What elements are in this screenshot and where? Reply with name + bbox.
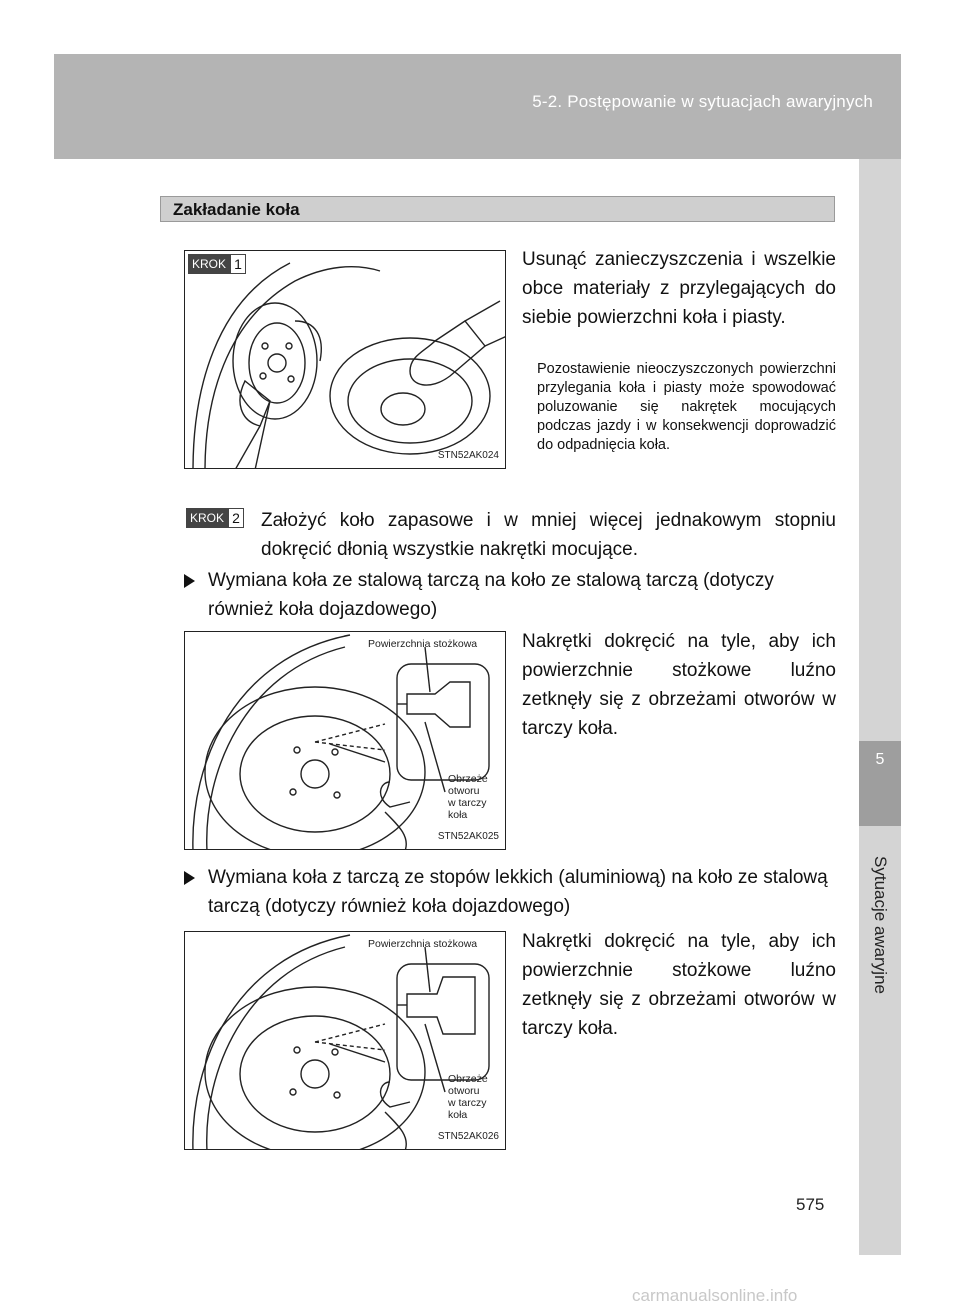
step2-text: Założyć koło zapasowe i w mniej więcej jednakowym stopniu dokręcić dłonią wszystkie nakrętki mocujące. xyxy=(261,510,836,560)
illustration-cleaning-wheel xyxy=(185,251,506,469)
figure-alloy-wheel xyxy=(184,931,506,1150)
chapter-number: 5 xyxy=(875,751,885,768)
label-rim-line: w tarczy xyxy=(448,1097,487,1109)
case-alloy-heading-text: Wymiana koła z tarczą ze stopów lekkich (aluminiową) na koło ze stalową tarczą (dotyczy również koła dojazdowego) xyxy=(208,867,828,917)
page-header xyxy=(54,54,901,159)
step1-note: Pozostawienie nieoczyszczonych powierzchni przylegania koła i piasty może spowodować poluzowanie się nakrętek mocujących podczas jazdy i w konsekwencji doprowadzić do odpadnięcia koła. xyxy=(537,361,836,453)
label-cone-surface: Powierzchnia stożkowa xyxy=(368,938,478,950)
section-title: Zakładanie koła xyxy=(173,200,300,219)
watermark: carmanualsonline.info xyxy=(632,1286,798,1305)
label-rim xyxy=(448,773,488,821)
bullet-arrow-icon xyxy=(184,871,195,885)
step2-badge-number: 2 xyxy=(228,508,244,528)
figure3-code: STN52AK026 xyxy=(437,1131,499,1142)
step2-badge-word: KROK xyxy=(186,508,228,528)
step1-badge-word: KROK xyxy=(188,254,230,274)
label-rim-line: Obrzeże xyxy=(448,1073,488,1085)
step1-text: Usunąć zanieczyszczenia i wszelkie obce materiały z przylegających do siebie powierzchni koła i piasty. xyxy=(522,249,836,328)
case-steel-heading xyxy=(208,566,836,624)
case-steel-text: Nakrętki dokręcić na tyle, aby ich powierzchnie stożkowe luźno zetknęły się z obrzeżami otworów w tarczy koła. xyxy=(522,631,836,739)
label-rim xyxy=(448,1073,488,1121)
bullet-arrow-icon xyxy=(184,574,195,588)
section-title-bar xyxy=(160,196,835,222)
label-cone-surface: Powierzchnia stożkowa xyxy=(368,638,478,650)
label-rim-line: koła xyxy=(448,1109,468,1121)
case-alloy-heading xyxy=(208,863,836,921)
chapter-title: Sytuacje awaryjne xyxy=(871,856,890,994)
figure2-code: STN52AK025 xyxy=(437,831,499,842)
step2-badge xyxy=(186,508,244,528)
step1-badge xyxy=(188,254,246,274)
label-rim-line: w tarczy xyxy=(448,797,487,809)
page-number: 575 xyxy=(796,1195,825,1214)
figure-steel-wheel xyxy=(184,631,506,850)
header-section-title: 5-2. Postępowanie w sytuacjach awaryjnych xyxy=(532,92,873,111)
case-steel-heading-text: Wymiana koła ze stalową tarczą na koło ze stalową tarczą (dotyczy również koła dojazdowego) xyxy=(208,570,774,620)
label-rim-line: koła xyxy=(448,809,468,821)
figure-clean-hub xyxy=(184,250,506,469)
label-rim-line: Obrzeże xyxy=(448,773,488,785)
figure1-code: STN52AK024 xyxy=(437,450,499,461)
chapter-number-tab xyxy=(859,741,901,826)
label-rim-line: otworu xyxy=(448,1085,480,1097)
label-rim-line: otworu xyxy=(448,785,480,797)
case-alloy-text: Nakrętki dokręcić na tyle, aby ich powierzchnie stożkowe luźno zetknęły się z obrzeżami otworów w tarczy koła. xyxy=(522,931,836,1039)
chapter-sidebar xyxy=(859,159,901,1255)
step1-badge-number: 1 xyxy=(230,254,246,274)
